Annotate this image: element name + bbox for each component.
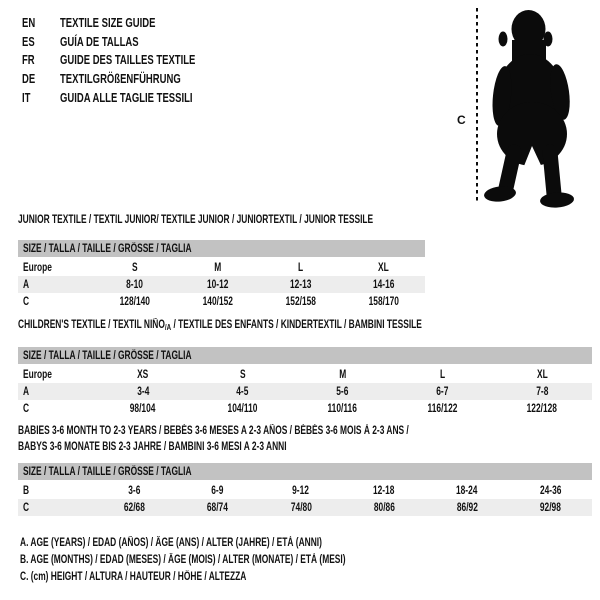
babies-table-title: BABIES 3-6 MONTH TO 2-3 YEARS / BEBÉS 3-6 MESES A 2-3 AÑOS / BÉBÉS 3-6 MOIS À 2-3 ANS / BABYS 3-6 MONATE BIS 2-3 JAHRE / BAMBINI 3-6 MESI A 2-3 ANNI bbox=[18, 425, 409, 453]
size-header-row bbox=[18, 347, 592, 365]
table-row bbox=[18, 258, 425, 276]
row-label-cell: B bbox=[23, 484, 30, 497]
size-value-cell: 122/128 bbox=[526, 402, 558, 415]
ear-left bbox=[499, 32, 508, 47]
row-label-cell: A bbox=[23, 278, 30, 291]
lang-code: FR bbox=[22, 52, 35, 68]
nino-a-subscript: /A bbox=[164, 322, 172, 332]
row-label-cell: C bbox=[23, 295, 30, 308]
size-value-cell: 24-36 bbox=[539, 484, 562, 497]
babies-size-table bbox=[18, 463, 592, 516]
size-header-row bbox=[18, 240, 425, 258]
size-header-row bbox=[18, 463, 592, 481]
size-value-cell: 74/80 bbox=[290, 501, 312, 514]
size-value-cell: 10-12 bbox=[206, 278, 229, 291]
size-value-cell: 14-16 bbox=[372, 278, 395, 291]
table-row bbox=[18, 383, 592, 400]
lang-label: GUIDE DES TAILLES TEXTILE bbox=[60, 52, 196, 68]
size-value-cell: S bbox=[131, 261, 138, 274]
height-label-c: C bbox=[457, 113, 466, 127]
junior-size-table bbox=[18, 240, 425, 310]
table-row bbox=[18, 400, 592, 417]
size-value-cell: 104/110 bbox=[227, 402, 258, 415]
size-value-cell: XL bbox=[378, 261, 389, 274]
size-value-cell: M bbox=[338, 368, 346, 381]
size-value-cell: 158/170 bbox=[368, 295, 399, 308]
baby-figure bbox=[450, 4, 600, 214]
footnote-c: C. (cm) HEIGHT / ALTURA / HAUTEUR / HÖHE / ALTEZZA bbox=[20, 571, 247, 584]
size-value-cell: 62/68 bbox=[124, 501, 146, 514]
lang-code: ES bbox=[22, 33, 35, 49]
lang-label: GUIDA ALLE TAGLIE TESSILI bbox=[60, 89, 193, 105]
row-label-cell: A bbox=[23, 385, 30, 398]
children-size-table bbox=[18, 347, 592, 417]
row-label-cell: C bbox=[23, 501, 30, 514]
size-value-cell: M bbox=[213, 261, 222, 274]
size-header-cell: SIZE / TALLA / TAILLE / GRÖSSE / TAGLIA bbox=[18, 463, 592, 481]
size-value-cell: L bbox=[439, 368, 445, 381]
leg-right bbox=[550, 152, 554, 194]
size-value-cell: 12-13 bbox=[289, 278, 312, 291]
baby-silhouette-graphic bbox=[450, 4, 600, 214]
lang-row-de bbox=[22, 69, 245, 88]
size-header-cell: SIZE / TALLA / TAILLE / GRÖSSE / TAGLIA bbox=[18, 240, 425, 258]
size-value-cell: XS bbox=[137, 368, 149, 381]
foot-right bbox=[540, 191, 575, 208]
size-value-cell: XL bbox=[536, 368, 548, 381]
size-value-cell: 6-7 bbox=[436, 385, 449, 398]
lang-label: TEXTILE SIZE GUIDE bbox=[60, 14, 156, 30]
size-value-cell: L bbox=[297, 261, 304, 274]
junior-table-title: JUNIOR TEXTILE / TEXTIL JUNIOR/ TEXTILE JUNIOR / JUNIORTEXTIL / JUNIOR TESSILE bbox=[18, 214, 374, 226]
size-value-cell: 7-8 bbox=[536, 385, 549, 398]
lang-label: GUÍA DE TALLAS bbox=[60, 33, 139, 49]
size-value-cell: 116/122 bbox=[427, 402, 458, 415]
size-value-cell: 140/152 bbox=[202, 295, 233, 308]
language-guide-list bbox=[22, 13, 245, 106]
footnote-a: A. AGE (YEARS) / EDAD (AÑOS) / ÂGE (ANS) / ALTER (JAHRE) / ETÀ (ANNI) bbox=[20, 537, 322, 549]
size-value-cell: 152/158 bbox=[285, 295, 316, 308]
footnotes bbox=[20, 535, 466, 587]
size-value-cell: 92/98 bbox=[539, 501, 561, 514]
table-row bbox=[18, 365, 592, 383]
lang-row-es bbox=[22, 32, 245, 51]
size-value-cell: 68/74 bbox=[207, 501, 229, 514]
size-value-cell: 3-6 bbox=[128, 484, 141, 497]
lang-code: IT bbox=[22, 89, 31, 105]
size-value-cell: 4-5 bbox=[236, 385, 249, 398]
size-value-cell: 80/86 bbox=[373, 501, 395, 514]
row-label-cell: C bbox=[23, 402, 30, 415]
size-value-cell: 128/140 bbox=[119, 295, 150, 308]
baby-silhouette bbox=[483, 10, 574, 209]
size-value-cell: 86/92 bbox=[456, 501, 478, 514]
children-table-title: CHILDREN'S TEXTILE / TEXTIL $NIÑO_{/A}$ / TEXTILE DES ENFANTS / KINDERTEXTIL / BAMBINI TESSILE bbox=[18, 319, 422, 332]
table-row bbox=[18, 276, 425, 293]
size-header-cell: SIZE / TALLA / TAILLE / GRÖSSE / TAGLIA bbox=[18, 347, 592, 365]
size-value-cell: 110/116 bbox=[327, 402, 358, 415]
size-value-cell: 9-12 bbox=[292, 484, 310, 497]
size-value-cell: 8-10 bbox=[126, 278, 143, 291]
table-row bbox=[18, 293, 425, 310]
table-row bbox=[18, 481, 592, 499]
size-value-cell: 6-9 bbox=[211, 484, 224, 497]
size-value-cell: 12-18 bbox=[373, 484, 395, 497]
lang-row-fr bbox=[22, 50, 245, 69]
size-value-cell: S bbox=[239, 368, 246, 381]
row-label-cell: Europe bbox=[23, 368, 52, 381]
size-value-cell: 5-6 bbox=[336, 385, 349, 398]
lang-code: EN bbox=[22, 14, 36, 30]
size-value-cell: 3-4 bbox=[136, 385, 149, 398]
lang-label: TEXTILGRÖßENFÜHRUNG bbox=[60, 70, 181, 86]
footnote-b: B. AGE (MONTHS) / EDAD (MESES) / ÂGE (MOIS) / ALTER (MONATE) / ETÀ (MESI) bbox=[20, 554, 346, 567]
lang-row-it bbox=[22, 88, 245, 107]
table-row bbox=[18, 499, 592, 516]
leg-left bbox=[506, 152, 514, 188]
size-value-cell: 18-24 bbox=[456, 484, 478, 497]
size-value-cell: 98/104 bbox=[130, 402, 156, 415]
lang-code: DE bbox=[22, 70, 36, 86]
row-label-cell: Europe bbox=[23, 261, 52, 274]
lang-row-en bbox=[22, 13, 245, 32]
